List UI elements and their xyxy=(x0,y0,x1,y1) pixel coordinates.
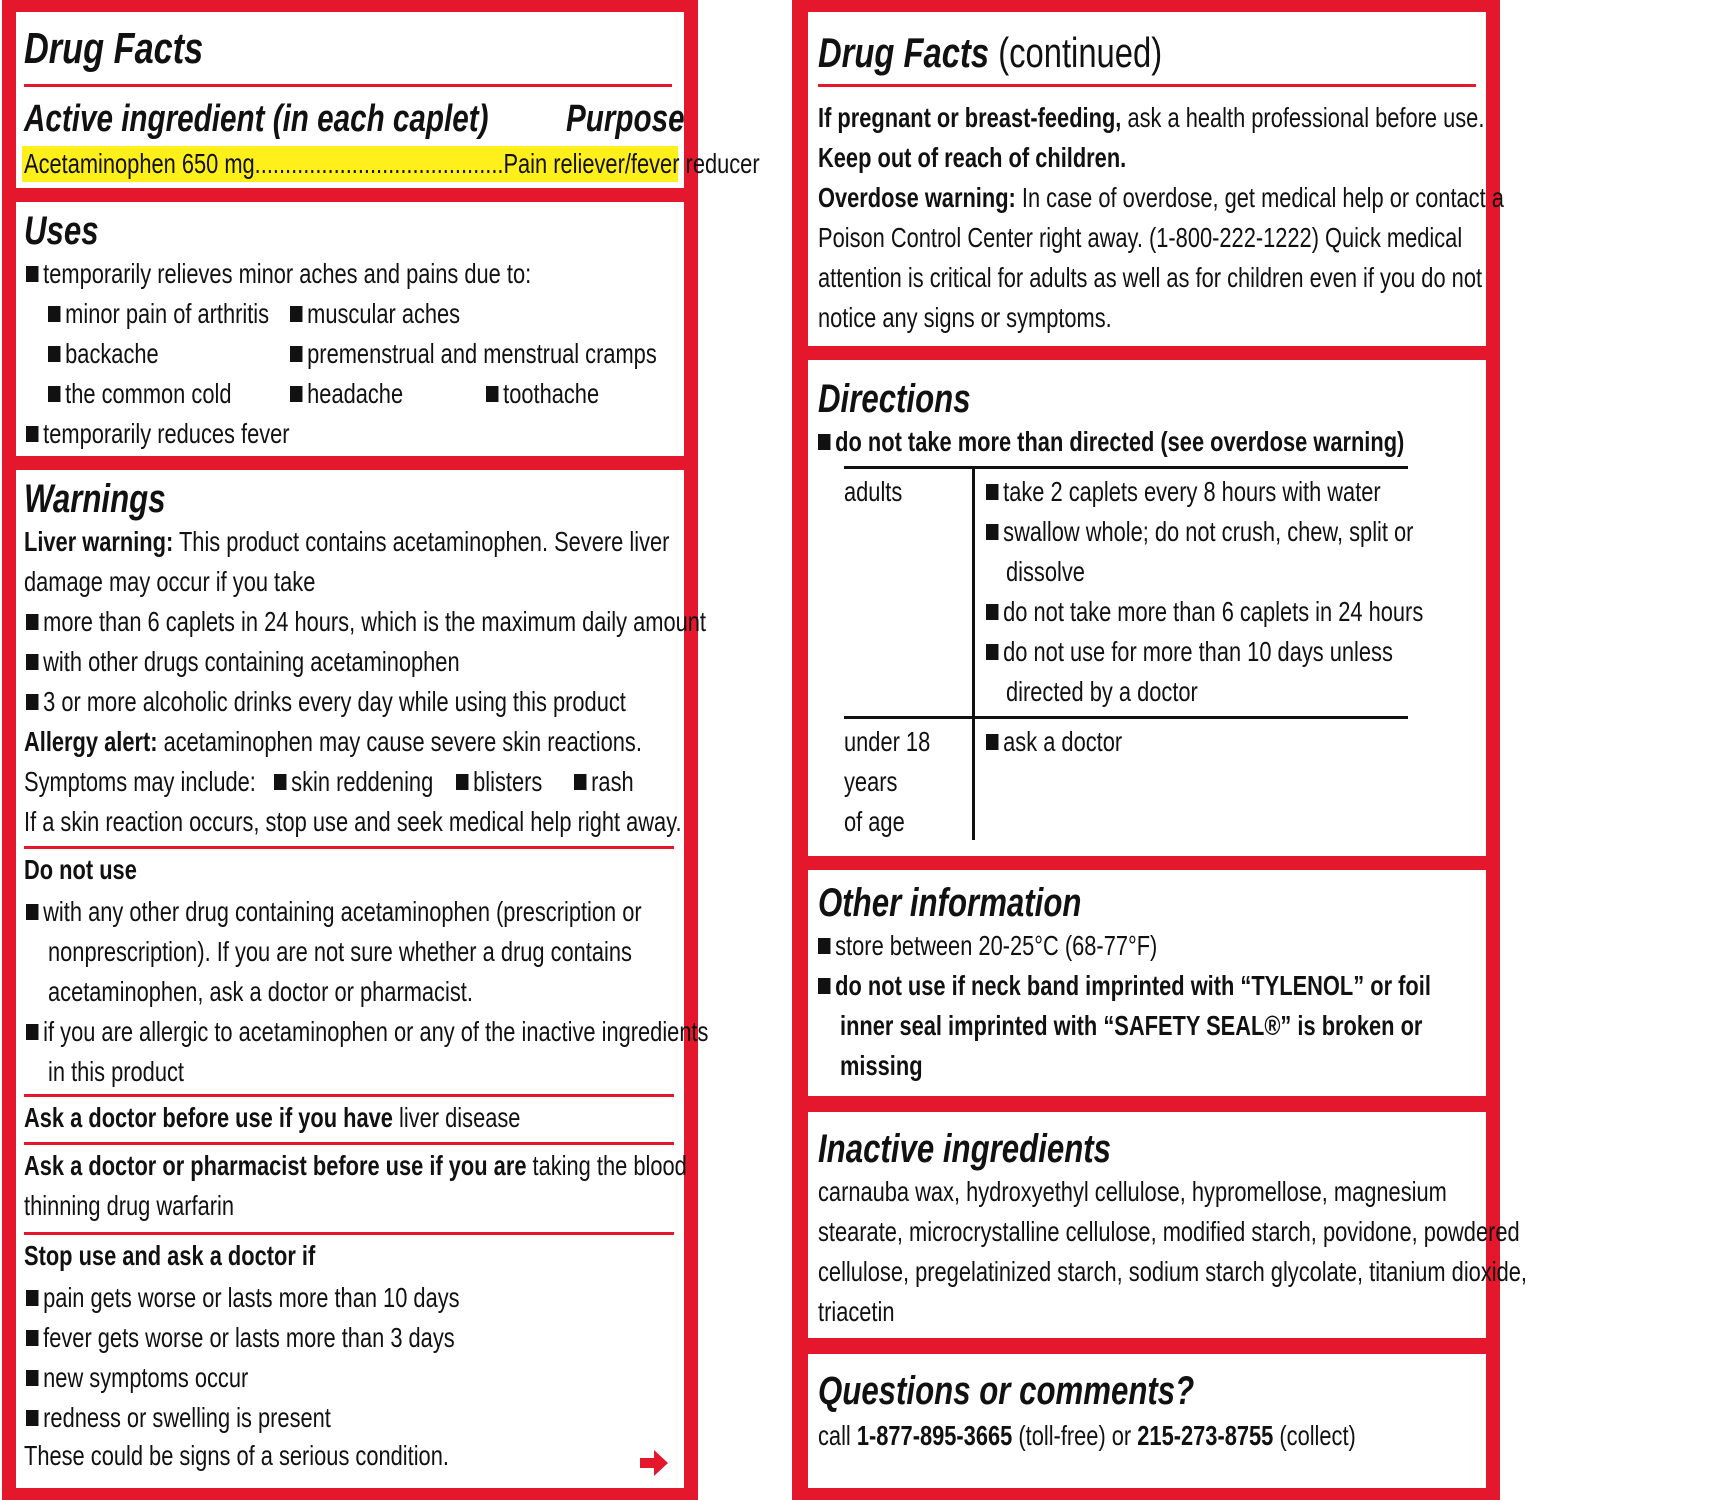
stop-item: redness or swelling is present xyxy=(43,1402,331,1433)
inactive-line: carnauba wax, hydroxyethyl cellulose, hypromellose, magnesium xyxy=(818,1176,1447,1207)
drug-facts-continued-title: Drug Facts xyxy=(818,29,990,76)
serious-condition-text: These could be signs of a serious condition. xyxy=(24,1440,449,1471)
liver-warning-text: This product contains acetaminophen. Severe liver xyxy=(178,526,670,557)
directions-title: Directions xyxy=(818,377,971,421)
dnu-line: if you are allergic to acetaminophen or any of the inactive ingredients xyxy=(43,1016,709,1047)
uses-item: minor pain of arthritis xyxy=(65,298,270,329)
drug-facts-title: Drug Facts xyxy=(24,24,204,73)
warnings-box xyxy=(16,470,709,1488)
adults-item: dissolve xyxy=(1006,556,1085,587)
section-rule xyxy=(24,1232,674,1235)
continued-box xyxy=(808,12,1504,346)
neck-band-text: inner seal imprinted with “SAFETY SEAL®” is broken or xyxy=(840,1010,1423,1041)
dnu-line: nonprescription). If you are not sure whether a drug contains xyxy=(48,936,632,967)
overdose-label: Overdose warning: xyxy=(818,182,1016,213)
phone-collect: 215-273-8755 xyxy=(1137,1420,1274,1451)
uses-line2: temporarily reduces fever xyxy=(43,418,290,449)
uses-item: backache xyxy=(65,338,159,369)
stop-use-title: Stop use and ask a doctor if xyxy=(24,1240,316,1271)
bullet xyxy=(26,1410,38,1426)
bullet xyxy=(48,346,60,362)
bullet xyxy=(26,1330,38,1346)
liver-warning-text2: damage may occur if you take xyxy=(24,566,316,597)
inactive-line: stearate, microcrystalline cellulose, modified starch, povidone, powdered xyxy=(818,1216,1520,1247)
dnu-line: with any other drug containing acetaminophen (prescription or xyxy=(43,896,642,927)
uses-box xyxy=(16,202,684,456)
liver-item: more than 6 caplets in 24 hours, which is the maximum daily amount xyxy=(43,606,706,637)
dnt-text: do not take more than directed (see overdose warning) xyxy=(835,426,1405,457)
ask-pharm-text2: thinning drug warfarin xyxy=(24,1190,235,1221)
title-rule xyxy=(24,84,672,87)
uses-item: the common cold xyxy=(65,378,232,409)
symptom-item: blisters xyxy=(473,766,543,797)
bullet xyxy=(818,978,830,994)
do-not-use-title: Do not use xyxy=(24,854,137,885)
warnings-title: Warnings xyxy=(24,477,166,521)
liver-item: with other drugs containing acetaminophen xyxy=(43,646,460,677)
skin-reaction-text: If a skin reaction occurs, stop use and seek medical help right away. xyxy=(24,806,682,837)
adults-item: directed by a doctor xyxy=(1006,676,1198,707)
under-18-label: under 18 xyxy=(844,726,931,757)
symptom-item: rash xyxy=(591,766,634,797)
bullet xyxy=(818,938,830,954)
active-ingredient-box xyxy=(16,12,760,188)
under-18-label: years xyxy=(844,766,898,797)
overdose-text: notice any signs or symptoms. xyxy=(818,302,1112,333)
bullet xyxy=(26,1370,38,1386)
title-rule xyxy=(818,84,1476,87)
bullet xyxy=(986,484,998,500)
stop-item: fever gets worse or lasts more than 3 days xyxy=(43,1322,455,1353)
uses-item: premenstrual and menstrual cramps xyxy=(307,338,657,369)
continue-arrow-icon xyxy=(640,1450,670,1476)
uses-title: Uses xyxy=(24,209,99,253)
collect-text: (collect) xyxy=(1279,1420,1356,1451)
stop-item: pain gets worse or lasts more than 10 days xyxy=(43,1282,460,1313)
bullet xyxy=(26,694,38,710)
table-col-rule xyxy=(972,466,975,840)
bullet xyxy=(26,654,38,670)
right-panel xyxy=(792,0,1527,1500)
neck-band-text: missing xyxy=(840,1050,923,1081)
inactive-line: cellulose, pregelatinized starch, sodium starch glycolate, titanium dioxide, xyxy=(818,1256,1527,1287)
bullet xyxy=(26,266,38,282)
bullet xyxy=(574,774,586,790)
call-text: call xyxy=(818,1420,851,1451)
under-18-item: ask a doctor xyxy=(1003,726,1123,757)
bullet xyxy=(274,774,286,790)
bullet xyxy=(290,346,302,362)
inactive-ingredients-box xyxy=(808,1112,1527,1338)
phone-tollfree: 1-877-895-3665 xyxy=(856,1420,1013,1451)
bullet xyxy=(26,614,38,630)
uses-item: muscular aches xyxy=(307,298,461,329)
uses-item: toothache xyxy=(503,378,600,409)
bullet xyxy=(48,386,60,402)
left-panel xyxy=(2,0,760,1500)
directions-box xyxy=(808,360,1486,856)
neck-band-text: do not use if neck band imprinted with “TYLENOL” or foil xyxy=(835,970,1431,1001)
continued-label: (continued) xyxy=(998,29,1163,76)
bullet xyxy=(26,1024,38,1040)
ask-doctor-bold: Ask a doctor before use if you have xyxy=(24,1102,393,1133)
bullet xyxy=(290,306,302,322)
adults-item: do not use for more than 10 days unless xyxy=(1003,636,1393,667)
dnu-line: acetaminophen, ask a doctor or pharmacist. xyxy=(48,976,473,1007)
questions-title: Questions or comments? xyxy=(818,1369,1195,1413)
pregnant-bold: If pregnant or breast-feeding, xyxy=(818,102,1122,133)
symptom-item: skin reddening xyxy=(291,766,434,797)
uses-line1: temporarily relieves minor aches and pains due to: xyxy=(43,258,532,289)
bullet xyxy=(986,604,998,620)
bullet xyxy=(986,734,998,750)
under-18-label: of age xyxy=(844,806,905,837)
bullet xyxy=(486,386,498,402)
table-mid-rule xyxy=(844,716,1408,719)
liver-item: 3 or more alcoholic drinks every day while using this product xyxy=(43,686,626,717)
tollfree-text: (toll-free) or xyxy=(1018,1420,1132,1451)
symptoms-label: Symptoms may include: xyxy=(24,766,256,797)
ask-pharm-bold: Ask a doctor or pharmacist before use if you are xyxy=(24,1150,527,1181)
bullet xyxy=(986,644,998,660)
ask-pharm-text: taking the blood xyxy=(532,1150,687,1181)
bullet xyxy=(26,426,38,442)
store-text: store between 20-25°C (68-77°F) xyxy=(835,930,1158,961)
questions-box xyxy=(808,1354,1486,1488)
section-rule xyxy=(24,1142,674,1145)
other-info-title: Other information xyxy=(818,881,1082,925)
adults-item: do not take more than 6 caplets in 24 hours xyxy=(1003,596,1424,627)
adults-item: swallow whole; do not crush, chew, split or xyxy=(1003,516,1414,547)
dnu-line: in this product xyxy=(48,1056,184,1087)
table-top-rule xyxy=(844,466,1408,469)
pregnant-text: ask a health professional before use. xyxy=(1127,102,1485,133)
other-info-box xyxy=(808,870,1486,1096)
overdose-text: Poison Control Center right away. (1-800-222-1222) Quick medical xyxy=(818,222,1463,253)
uses-item: headache xyxy=(307,378,404,409)
bullet xyxy=(48,306,60,322)
bullet xyxy=(986,524,998,540)
stop-item: new symptoms occur xyxy=(43,1362,249,1393)
bullet xyxy=(818,434,830,450)
bullet xyxy=(26,1290,38,1306)
overdose-text: attention is critical for adults as well as for children even if you do not xyxy=(818,262,1483,293)
keep-out-text: Keep out of reach of children. xyxy=(818,142,1127,173)
allergy-alert-label: Allergy alert: xyxy=(24,726,158,757)
inactive-title: Inactive ingredients xyxy=(818,1127,1112,1171)
section-rule xyxy=(24,1094,674,1097)
adults-item: take 2 caplets every 8 hours with water xyxy=(1003,476,1381,507)
bullet xyxy=(456,774,468,790)
section-rule xyxy=(24,846,674,849)
liver-warning-label: Liver warning: xyxy=(24,526,174,557)
adults-label: adults xyxy=(844,476,903,507)
active-ingredient-header: Active ingredient (in each caplet) xyxy=(24,98,489,140)
bullet xyxy=(290,386,302,402)
allergy-alert-text: acetaminophen may cause severe skin reactions. xyxy=(163,726,642,757)
purpose-header: Purpose xyxy=(566,98,685,140)
active-line: Acetaminophen 650 mg.........................................Pain reliever/fever reducer xyxy=(24,148,760,179)
overdose-text: In case of overdose, get medical help or contact a xyxy=(1021,182,1504,213)
inactive-line: triacetin xyxy=(818,1296,895,1327)
bullet xyxy=(26,904,38,920)
ask-doctor-text: liver disease xyxy=(399,1102,521,1133)
